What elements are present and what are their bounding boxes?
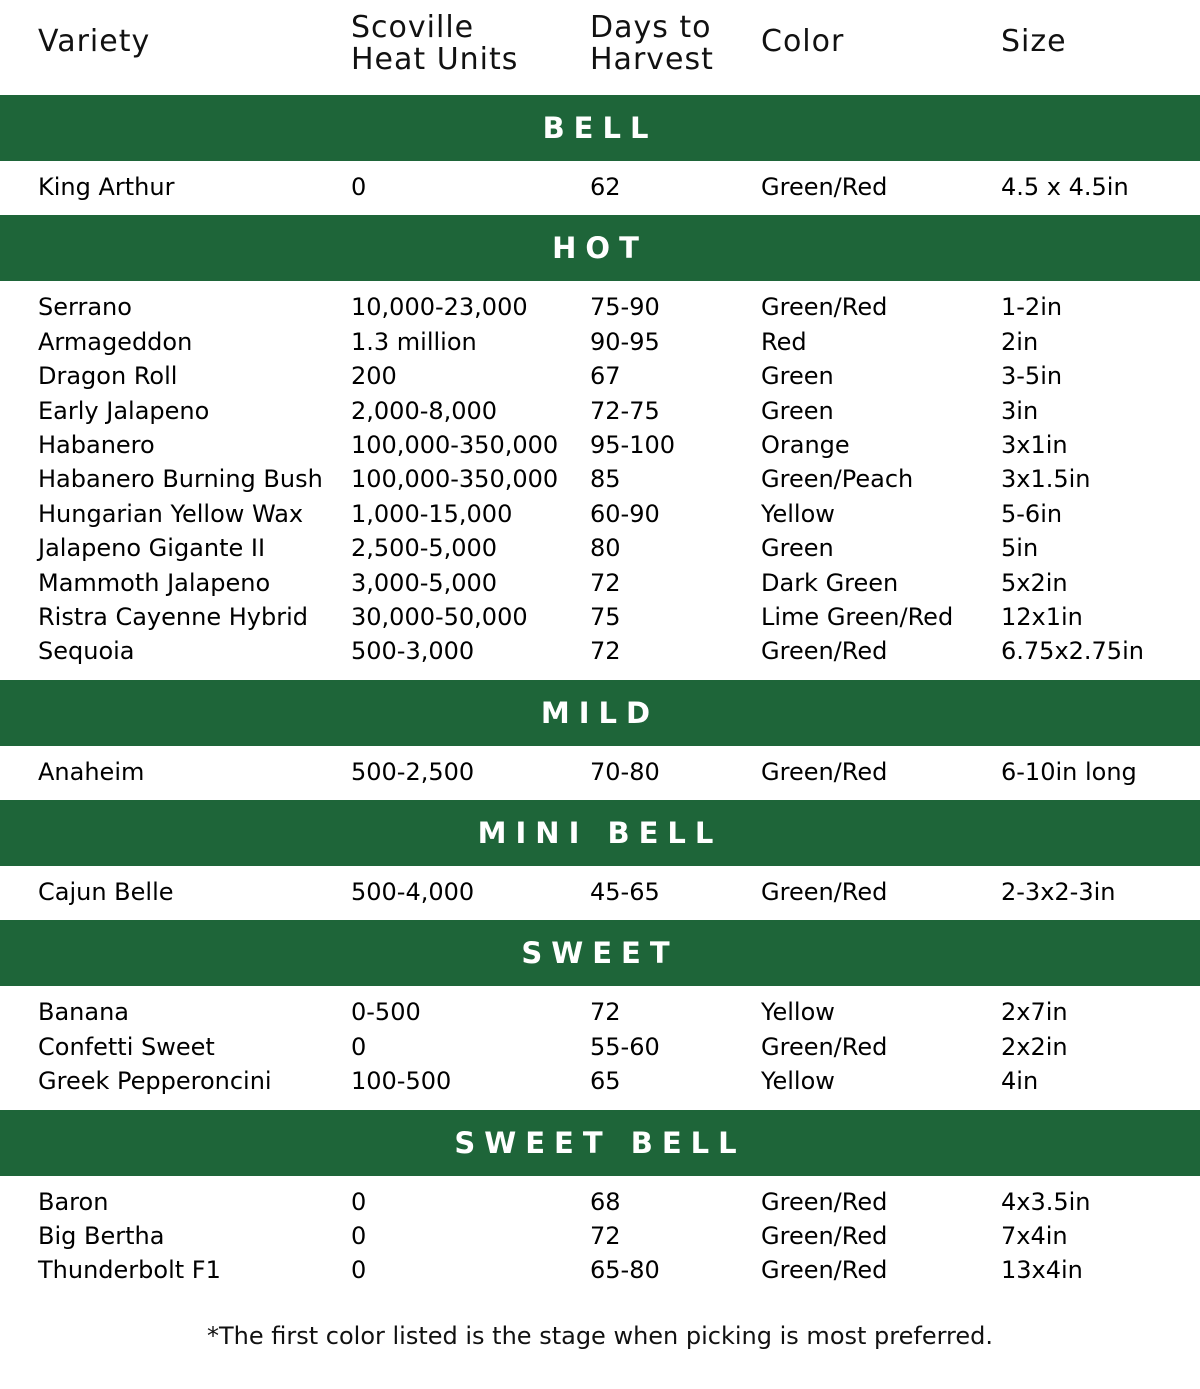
variety-cell: Jalapeno Gigante II <box>38 534 266 563</box>
size-cell: 4.5 x 4.5in <box>1001 173 1129 201</box>
size-cell: 4in <box>1001 1067 1039 1096</box>
variety-cell: Ristra Cayenne Hybrid <box>38 602 308 631</box>
table-row <box>0 600 1200 634</box>
variety-cell: Banana <box>38 998 130 1027</box>
scoville-cell: 30,000-50,000 <box>351 602 528 631</box>
days-cell: 85 <box>590 465 621 494</box>
table-row <box>0 1064 1200 1098</box>
variety-cell: Dragon Roll <box>38 362 178 391</box>
size-cell: 5-6in <box>1001 499 1063 528</box>
section-band: MILD <box>0 680 1200 746</box>
scoville-cell: 0-500 <box>351 998 421 1027</box>
table-row <box>0 462 1200 496</box>
scoville-cell: 0 <box>351 1222 367 1251</box>
table-row <box>0 428 1200 462</box>
size-cell: 2x7in <box>1001 998 1068 1027</box>
size-cell: 6.75x2.75in <box>1001 637 1144 666</box>
table-row <box>0 755 1200 789</box>
days-cell: 95-100 <box>590 430 676 459</box>
days-cell: 80 <box>590 534 621 563</box>
size-cell: 13x4in <box>1001 1256 1083 1285</box>
scoville-cell: 500-2,500 <box>351 757 475 786</box>
section-rows <box>0 281 1200 679</box>
color-cell: Green/Red <box>761 1032 888 1061</box>
size-cell: 2x2in <box>1001 1032 1068 1061</box>
days-cell: 72 <box>590 998 621 1027</box>
variety-cell: Big Bertha <box>38 1222 165 1251</box>
days-cell: 65 <box>590 1067 621 1096</box>
color-cell: Green <box>761 362 834 391</box>
table-row <box>0 359 1200 393</box>
scoville-cell: 0 <box>351 1256 367 1285</box>
table-row <box>0 394 1200 428</box>
variety-cell: Confetti Sweet <box>38 1032 215 1061</box>
days-cell: 65-80 <box>590 1256 660 1285</box>
days-cell: 75 <box>590 602 621 631</box>
size-cell: 2-3x2-3in <box>1001 878 1116 907</box>
variety-cell: Habanero Burning Bush <box>38 465 323 494</box>
table-row <box>0 1219 1200 1253</box>
color-cell: Green/Red <box>761 173 888 201</box>
size-cell: 12x1in <box>1001 602 1083 631</box>
variety-cell: King Arthur <box>38 173 175 201</box>
table-row <box>0 634 1200 668</box>
scoville-cell: 3,000-5,000 <box>351 568 498 597</box>
size-cell: 3in <box>1001 396 1039 425</box>
days-cell: 67 <box>590 362 621 391</box>
header-color: Color <box>761 24 845 59</box>
days-cell: 72 <box>590 1222 621 1251</box>
color-cell: Green/Red <box>761 878 888 907</box>
table-row <box>0 1030 1200 1064</box>
variety-cell: Cajun Belle <box>38 878 174 907</box>
header-size: Size <box>1001 24 1067 59</box>
header-scoville: Scoville Heat Units <box>351 10 519 77</box>
section-band: MINI BELL <box>0 800 1200 866</box>
footnote: *The first color listed is the stage when picking is most preferred. <box>206 1322 994 1350</box>
days-cell: 68 <box>590 1187 621 1216</box>
size-cell: 3-5in <box>1001 362 1063 391</box>
scoville-cell: 1.3 million <box>351 327 477 356</box>
scoville-cell: 2,000-8,000 <box>351 396 498 425</box>
color-cell: Yellow <box>761 1067 835 1096</box>
scoville-cell: 2,500-5,000 <box>351 534 498 563</box>
color-cell: Green/Peach <box>761 465 914 494</box>
color-cell: Green/Red <box>761 293 888 322</box>
table-row <box>0 497 1200 531</box>
variety-cell: Mammoth Jalapeno <box>38 568 271 597</box>
section-rows <box>0 866 1200 920</box>
days-cell: 62 <box>590 173 621 201</box>
table-row <box>0 995 1200 1029</box>
days-cell: 70-80 <box>590 757 660 786</box>
section-band: SWEET <box>0 920 1200 986</box>
scoville-cell: 500-3,000 <box>351 637 475 666</box>
days-cell: 55-60 <box>590 1032 660 1061</box>
section-band: HOT <box>0 215 1200 281</box>
color-cell: Orange <box>761 430 850 459</box>
scoville-cell: 100,000-350,000 <box>351 465 559 494</box>
table-row <box>0 566 1200 600</box>
table-row <box>0 325 1200 359</box>
variety-cell: Hungarian Yellow Wax <box>38 499 304 528</box>
section-rows <box>0 986 1200 1109</box>
header-variety: Variety <box>38 24 151 59</box>
color-cell: Dark Green <box>761 568 899 597</box>
scoville-cell: 1,000-15,000 <box>351 499 513 528</box>
size-cell: 2in <box>1001 327 1039 356</box>
color-cell: Red <box>761 327 807 356</box>
days-cell: 90-95 <box>590 327 660 356</box>
variety-cell: Baron <box>38 1187 109 1216</box>
table-row <box>0 875 1200 909</box>
section-band: BELL <box>0 95 1200 161</box>
color-cell: Green/Red <box>761 637 888 666</box>
size-cell: 5in <box>1001 534 1039 563</box>
scoville-cell: 10,000-23,000 <box>351 293 528 322</box>
variety-cell: Greek Pepperoncini <box>38 1067 272 1096</box>
section-rows <box>0 161 1200 215</box>
variety-cell: Early Jalapeno <box>38 396 210 425</box>
section-band: SWEET BELL <box>0 1110 1200 1176</box>
variety-cell: Habanero <box>38 430 155 459</box>
color-cell: Yellow <box>761 499 835 528</box>
table-row <box>0 1253 1200 1287</box>
color-cell: Green/Red <box>761 1187 888 1216</box>
section-rows <box>0 746 1200 800</box>
color-cell: Green <box>761 534 834 563</box>
days-cell: 60-90 <box>590 499 660 528</box>
size-cell: 3x1.5in <box>1001 465 1091 494</box>
color-cell: Yellow <box>761 998 835 1027</box>
variety-cell: Armageddon <box>38 327 193 356</box>
table-sections <box>0 95 1200 1299</box>
table-row <box>0 170 1200 204</box>
table-row <box>0 290 1200 324</box>
size-cell: 4x3.5in <box>1001 1187 1091 1216</box>
days-cell: 72 <box>590 568 621 597</box>
days-cell: 75-90 <box>590 293 660 322</box>
size-cell: 7x4in <box>1001 1222 1068 1251</box>
section-rows <box>0 1176 1200 1299</box>
scoville-cell: 0 <box>351 173 367 201</box>
header-days-to-harvest: Days to Harvest <box>590 10 714 77</box>
days-cell: 72 <box>590 637 621 666</box>
scoville-cell: 500-4,000 <box>351 878 475 907</box>
scoville-cell: 200 <box>351 362 397 391</box>
scoville-cell: 100-500 <box>351 1067 452 1096</box>
color-cell: Green/Red <box>761 1256 888 1285</box>
variety-cell: Thunderbolt F1 <box>38 1256 221 1285</box>
size-cell: 6-10in long <box>1001 757 1137 786</box>
variety-cell: Anaheim <box>38 757 145 786</box>
variety-cell: Serrano <box>38 293 132 322</box>
color-cell: Green/Red <box>761 757 888 786</box>
scoville-cell: 0 <box>351 1032 367 1061</box>
table-row <box>0 1185 1200 1219</box>
color-cell: Lime Green/Red <box>761 602 954 631</box>
variety-cell: Sequoia <box>38 637 135 666</box>
days-cell: 45-65 <box>590 878 660 907</box>
color-cell: Green <box>761 396 834 425</box>
scoville-cell: 0 <box>351 1187 367 1216</box>
days-cell: 72-75 <box>590 396 660 425</box>
size-cell: 5x2in <box>1001 568 1068 597</box>
size-cell: 3x1in <box>1001 430 1068 459</box>
scoville-cell: 100,000-350,000 <box>351 430 559 459</box>
table-header <box>0 0 1200 95</box>
color-cell: Green/Red <box>761 1222 888 1251</box>
size-cell: 1-2in <box>1001 293 1063 322</box>
table-row <box>0 531 1200 565</box>
